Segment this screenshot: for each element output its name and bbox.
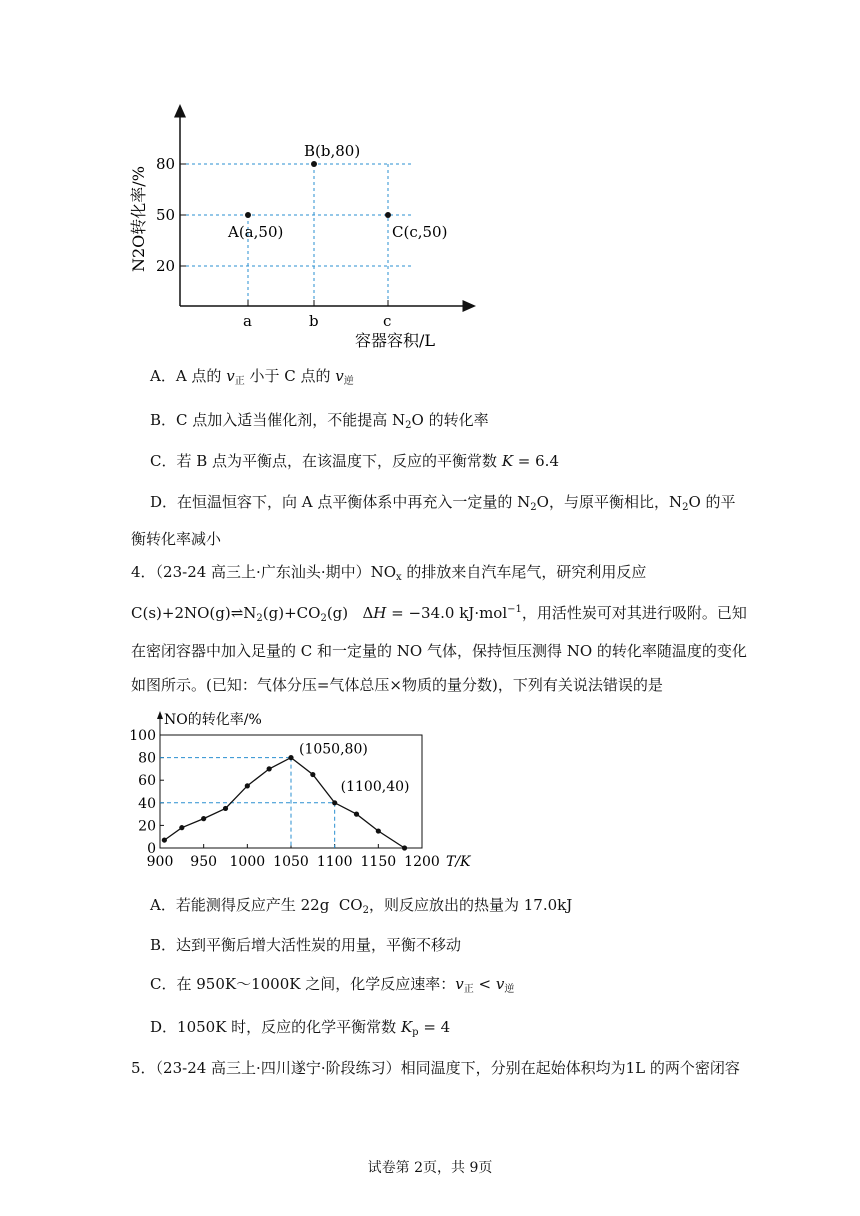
x-tick-label: 950 [190,854,218,870]
q4-line2: $C(s)+2NO(g)\rightleftharpoons N_2(g)+CO_2(g) \Delta H = -34.0$ kJ·mol$^{-1}$，用活性炭可对其进行吸附。已知 [131,604,747,624]
x-axis-label: T/K [446,854,471,870]
x-tick-label: 1000 [229,854,266,870]
x-tick-label: 900 [146,854,174,870]
x-tick-label: 1200 [404,854,440,870]
data-point [354,812,359,817]
data-point [332,800,337,805]
no-conversion-chart [129,705,471,875]
y-tick-50: 50 [156,206,176,224]
point-b [311,161,317,167]
y-tick-label: 40 [138,795,156,812]
data-point [376,828,381,833]
y-axis-arrowhead [157,711,163,719]
q3-option-a: A．A 点的 $v_正$ 小于 C 点的 $v_逆$ [150,367,354,387]
q3-option-c: C．若 B 点为平衡点，在该温度下，反应的平衡常数 K = 6.4 [150,452,559,470]
y-tick-20: 20 [156,257,176,275]
y-axis-label: NO的转化率/% [164,712,262,728]
y-tick-label: 80 [138,750,156,767]
y-tick-label: 60 [138,773,156,790]
data-point [310,772,315,777]
x-tick-label: 1100 [316,854,353,870]
q3-option-d-line2: 衡转化率减小 [131,530,222,548]
q4-option-c: C．在 950K～1000K 之间，化学反应速率：$v_正 < v_逆$ [150,975,515,995]
data-point [245,783,250,788]
q4-option-b: B．达到平衡后增大活性炭的用量，平衡不移动 [150,936,462,954]
point-a [245,212,251,218]
y-tick-label: 100 [129,728,156,744]
chart1-xlabel: 容器容积/L [355,331,436,350]
x-tick-c: c [383,312,392,330]
q4-line4: 如图所示。(已知：气体分压=气体总压×物质的量分数)，下列有关说法错误的是 [131,676,663,694]
point-b-label: B(b,80) [304,142,361,160]
data-point [288,755,293,760]
annotation-label: (1050,80) [299,741,368,758]
q3-option-d-line1: D．在恒温恒容下，向 A 点平衡体系中再充入一定量的 $N_2O$，与原平衡相比，$N_2O$ 的平 [150,493,736,513]
q4-line1: 4．（23-24 高三上·广东汕头·期中）$NO_x$ 的排放来自汽车尾气，研究利用反应 [131,563,647,583]
x-tick-b: b [309,312,319,330]
point-c [385,212,391,218]
y-tick-label: 0 [147,841,156,857]
page-footer: 试卷第 2页，共 9页 [367,1160,493,1176]
n2o-conversion-chart [120,100,480,360]
data-point [223,806,228,811]
data-point [267,766,272,771]
x-tick-label: 1050 [273,854,309,870]
point-a-label: A(a,50) [228,223,284,241]
y-tick-label: 20 [138,818,156,835]
point-c-label: C(c,50) [392,223,448,241]
q4-option-a: A．若能测得反应产生 22g $CO_2$，则反应放出的热量为 17.0kJ [150,896,573,916]
q5-line1: 5．（23-24 高三上·四川遂宁·阶段练习）相同温度下，分别在起始体积均为1L 的两个密闭容 [131,1059,740,1077]
data-point [402,845,407,850]
y-tick-80: 80 [156,155,176,173]
annotation-label: (1100,40) [340,778,410,795]
x-tick-a: a [243,312,252,330]
q4-option-d: D．1050K 时，反应的化学平衡常数 $K_p = 4$ [150,1018,451,1038]
q4-line3: 在密闭容器中加入足量的 C 和一定量的 NO 气体，保持恒压测得 NO 的转化率随温度的变化 [131,642,747,660]
series-line [164,758,404,848]
x-tick-label: 1150 [360,854,397,870]
chart1-ylabel: N2O转化率/% [129,166,148,272]
q3-option-b: B．C 点加入适当催化剂，不能提高 $N_2O$ 的转化率 [150,411,489,431]
data-point [162,837,167,842]
data-point [201,816,206,821]
data-point [179,825,184,830]
